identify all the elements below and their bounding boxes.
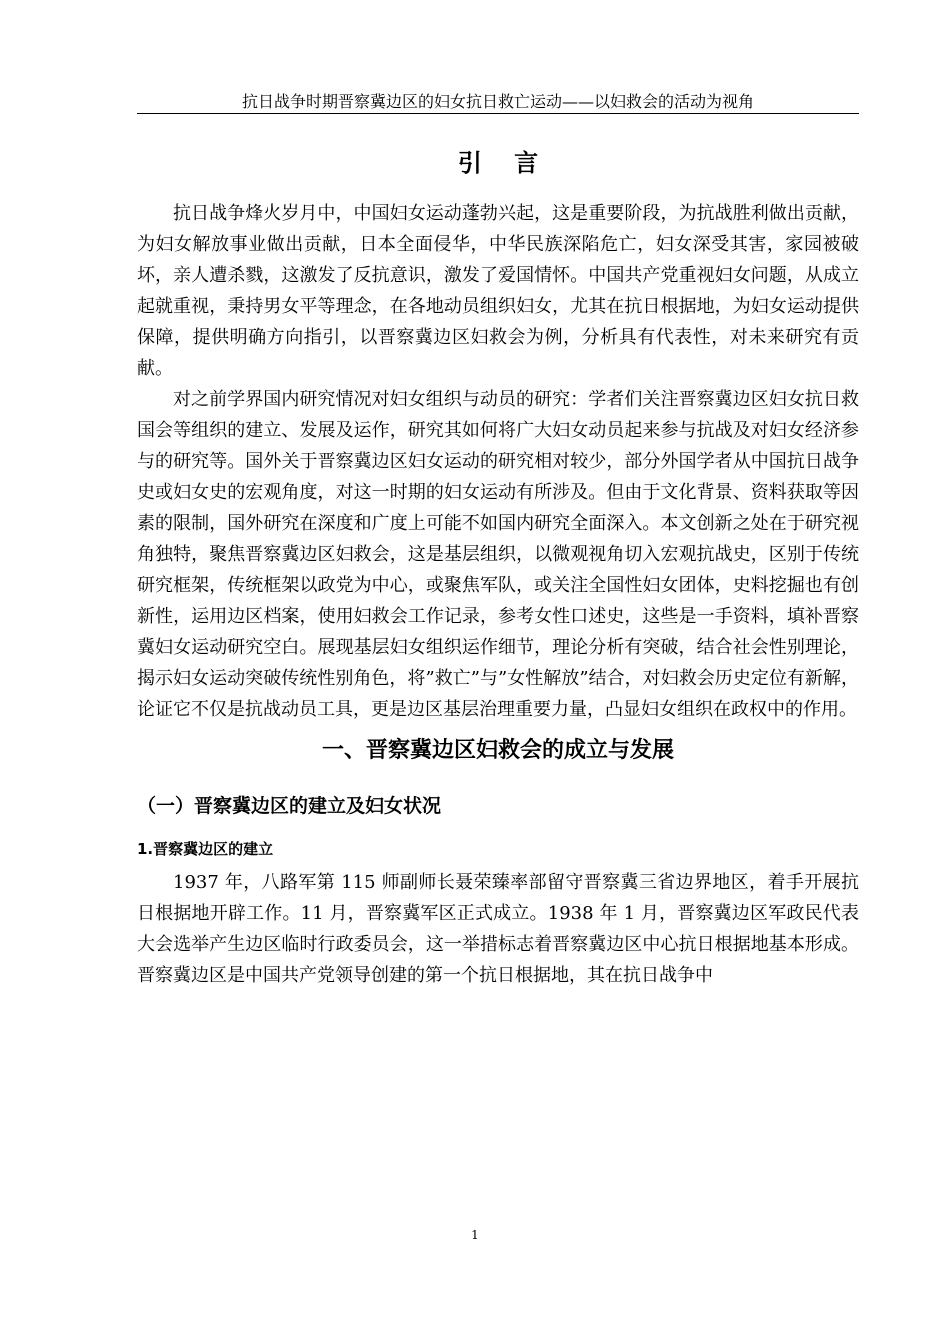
chapter-title: 引 言 (457, 149, 551, 177)
subsubsection-title: 1.晋察冀边区的建立 (137, 840, 274, 858)
page-body (137, 146, 859, 991)
section-title: 一、晋察冀边区妇救会的成立与发展 (321, 738, 674, 763)
subsection-title: （一）晋察冀边区的建立及妇女状况 (137, 795, 442, 817)
intro-paragraph-1: 抗日战争烽火岁月中，中国妇女运动蓬勃兴起，这是重要阶段，为抗战胜利做出贡献，为妇女解放事业做出贡献，日本全面侵华，中华民族深陷危亡，妇女深受其害，家园被破坏，亲人遭杀戮，这激发了反抗意识，激发了爱国情怀。中国共产党重视妇女问题，从成立起就重视，秉持男女平等理念，在各地动员组织妇女，尤其在抗日根据地，为妇女运动提供保障，提供明确方向指引，以晋察冀边区妇救会为例，分析具有代表性，对未来研究有贡献。 (137, 203, 859, 379)
running-header-title: 抗日战争时期晋察冀边区的妇女抗日救亡运动——以妇救会的活动为视角 (241, 92, 754, 111)
section-paragraph-1: 1937 年，八路军第 115 师副师长聂荣臻率部留守晋察冀三省边界地区，着手开展抗日根据地开辟工作。11 月，晋察冀军区正式成立。1938 年 1 月，晋察冀边区军政民代表大会选举产生边区临时行政委员会，这一举措标志着晋察冀边区中心抗日根据地基本形成。晋察冀边区是中国共产党领导创建的第一个抗日根据地，其在抗日战争中 (137, 872, 859, 986)
intro-paragraph-2: 对之前学界国内研究情况对妇女组织与动员的研究：学者们关注晋察冀边区妇女抗日救国会等组织的建立、发展及运作，研究其如何将广大妇女动员起来参与抗战及对妇女经济参与的研究等。国外关于晋察冀边区妇女运动的研究相对较少，部分外国学者从中国抗日战争史或妇女史的宏观角度，对这一时期的妇女运动有所涉及。但由于文化背景、资料获取等因素的限制，国外研究在深度和广度上可能不如国内研究全面深入。本文创新之处在于研究视角独特，聚焦晋察冀边区妇救会，这是基层组织，以微观视角切入宏观抗战史，区别于传统研究框架，传统框架以政党为中心，或聚焦军队，或关注全国性妇女团体，史料挖掘也有创新性，运用边区档案，使用妇救会工作记录，参考女性口述史，这些是一手资料，填补晋察冀妇女运动研究空白。展现基层妇女组织运作细节，理论分析有突破，结合社会性别理论，揭示妇女运动突破传统性别角色，将”救亡”与”女性解放”结合，对妇救会历史定位有新解，论证它不仅是抗战动员工具，更是边区基层治理重要力量，凸显妇女组织在政权中的作用。 (137, 389, 859, 720)
page-number: 1 (471, 1228, 479, 1242)
running-header (137, 93, 859, 114)
